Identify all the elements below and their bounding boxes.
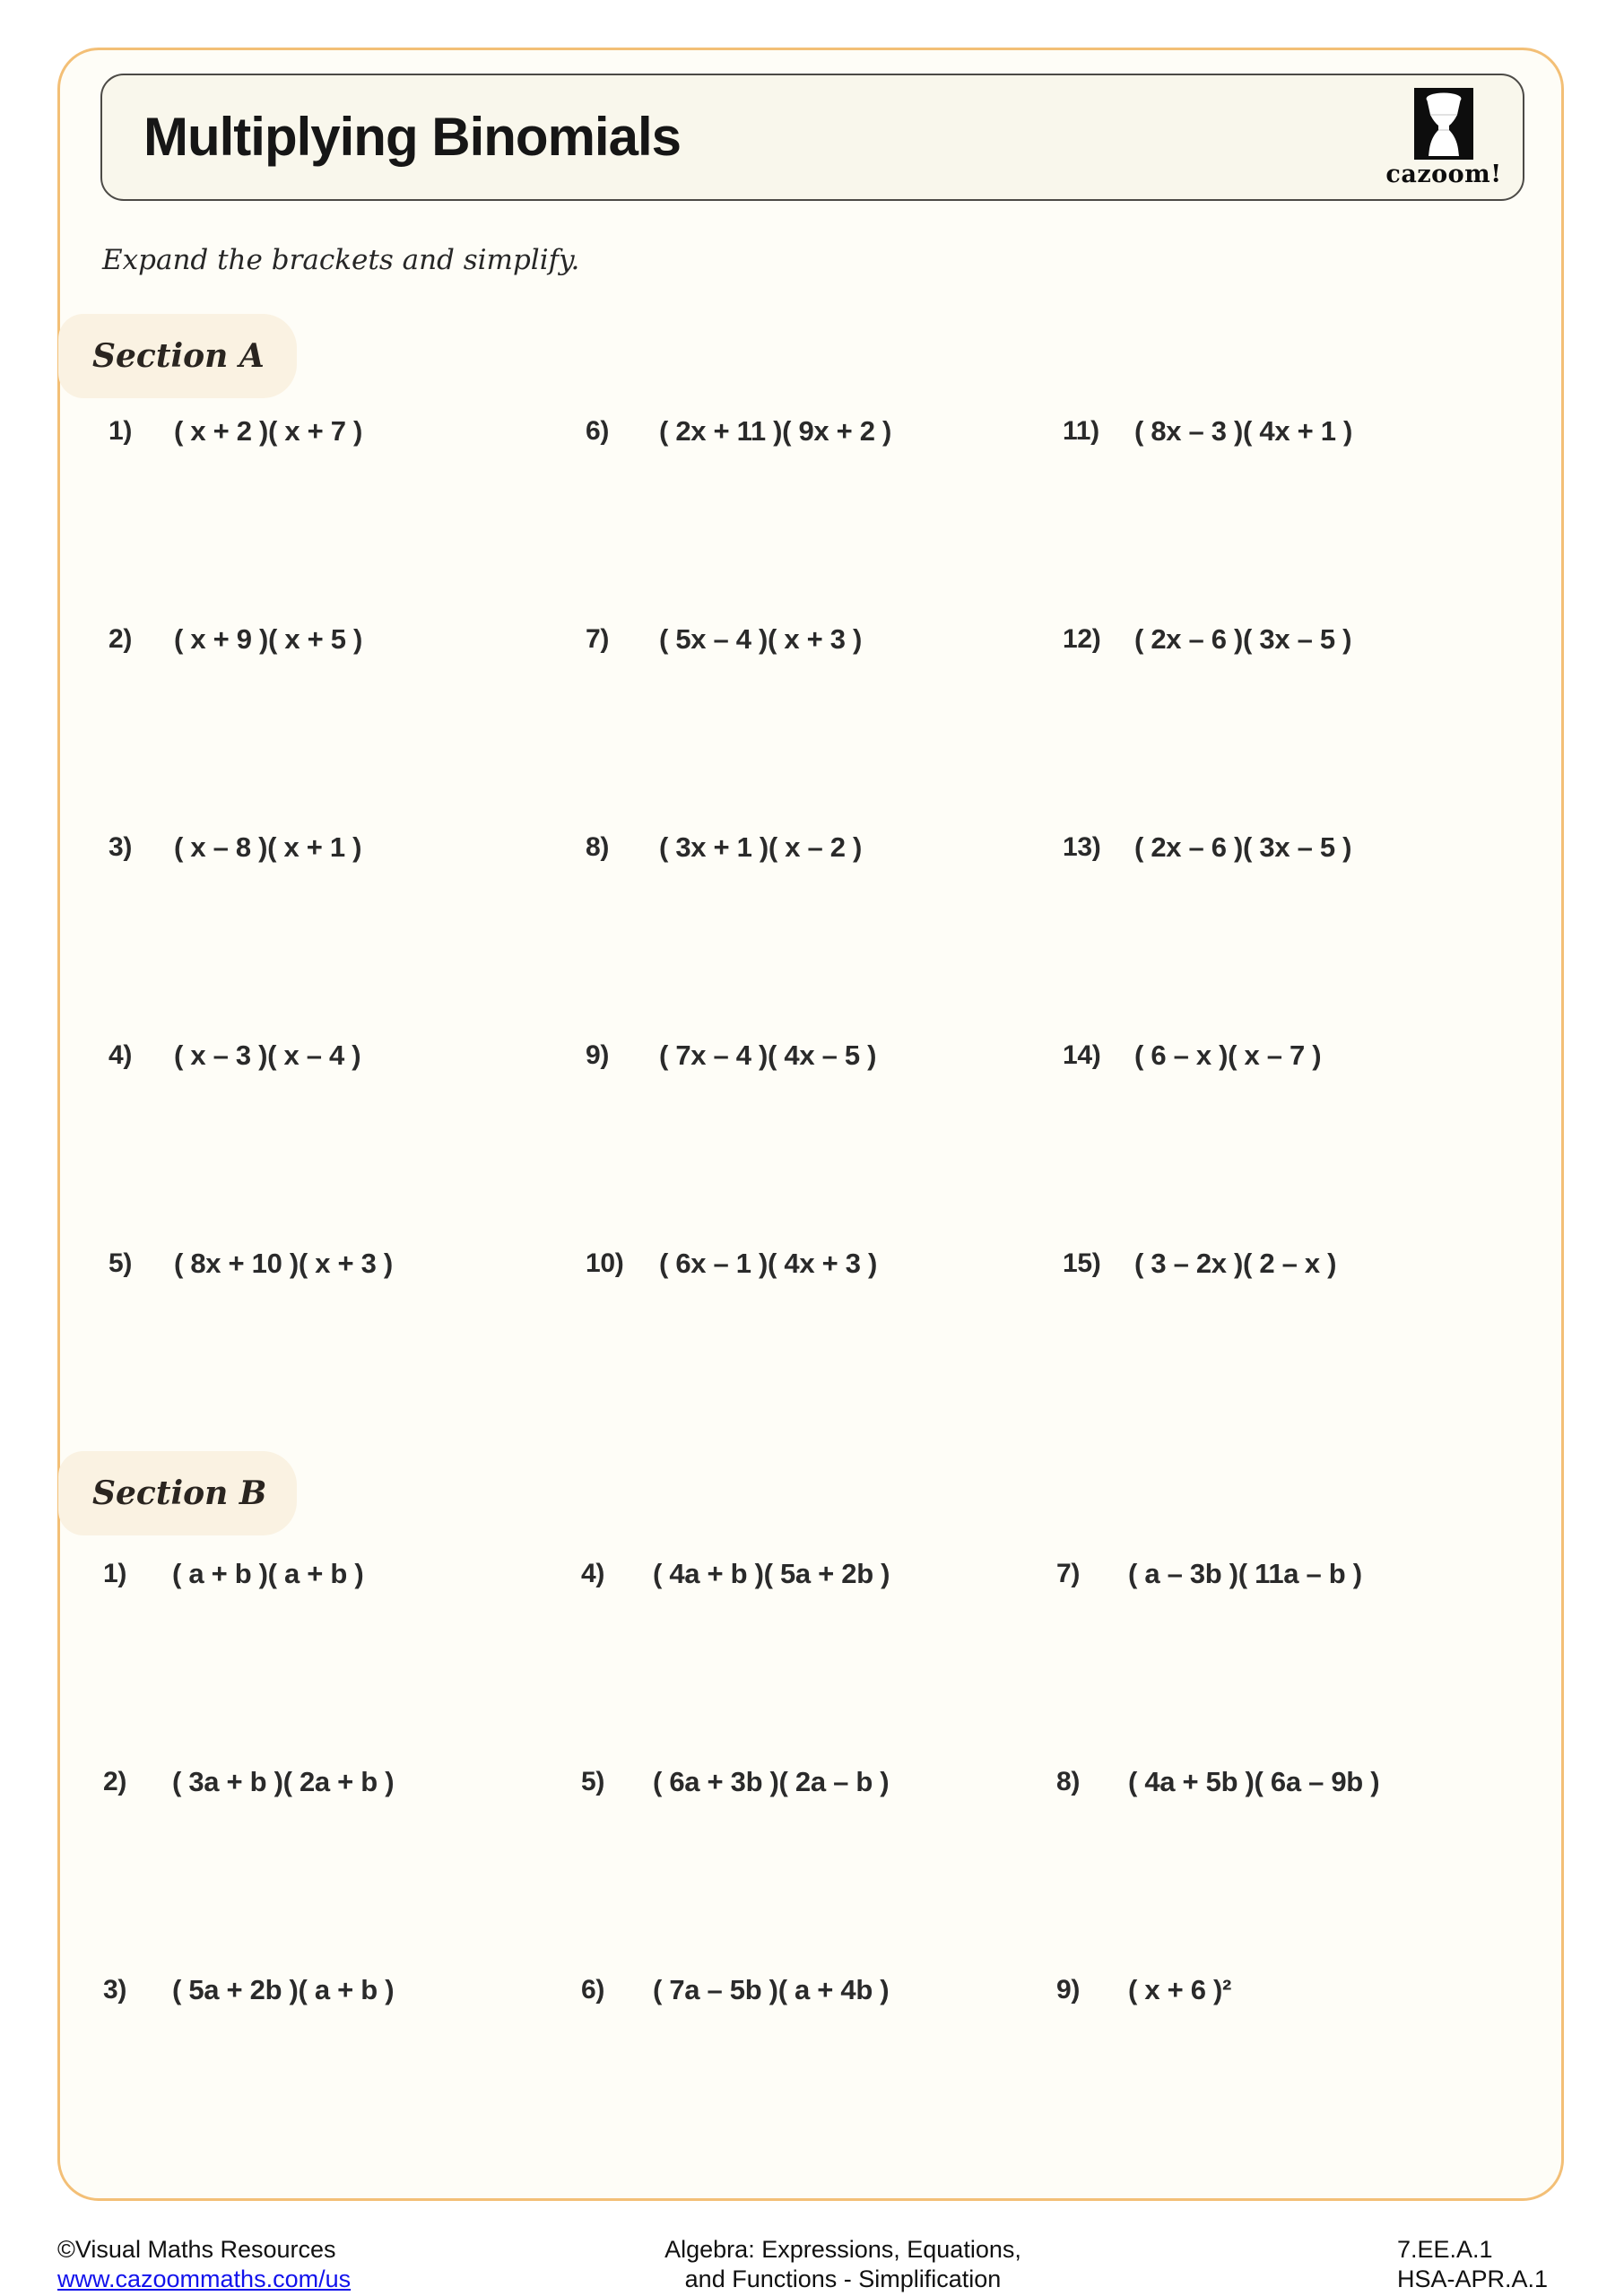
- standard-code-1: 7.EE.A.1: [1397, 2236, 1493, 2263]
- page-title: Multiplying Binomials: [143, 107, 682, 167]
- section-a-label: Section A: [92, 337, 265, 375]
- problem-expression: ( 3 – 2x )( 2 – x ): [1134, 1248, 1337, 1279]
- problem-expression: ( 8x + 10 )( x + 3 ): [174, 1248, 393, 1279]
- problem-expression: ( 2x – 6 )( 3x – 5 ): [1134, 831, 1352, 863]
- problem-number: 1): [109, 416, 133, 446]
- problem-number: 7): [586, 624, 610, 654]
- problem-expression: ( 3a + b )( 2a + b ): [172, 1766, 395, 1797]
- problem-number: 10): [586, 1248, 624, 1278]
- problem-expression: ( a – 3b )( 11a – b ): [1128, 1558, 1362, 1589]
- problem-number: 6): [581, 1975, 605, 2005]
- problem-expression: ( 8x – 3 )( 4x + 1 ): [1134, 415, 1352, 447]
- problem-expression: ( 7a – 5b )( a + 4b ): [653, 1974, 890, 2005]
- problem-expression: ( 2x – 6 )( 3x – 5 ): [1134, 623, 1352, 655]
- problem-expression: ( x – 3 )( x – 4 ): [174, 1039, 361, 1071]
- section-a-heading: [58, 314, 297, 398]
- problem-number: 8): [586, 832, 610, 862]
- problem-expression: ( 6a + 3b )( 2a – b ): [653, 1766, 890, 1797]
- problem-expression: ( 6x – 1 )( 4x + 3 ): [659, 1248, 877, 1279]
- problem-expression: ( 6 – x )( x – 7 ): [1134, 1039, 1322, 1071]
- problem-expression: ( 4a + b )( 5a + 2b ): [653, 1558, 890, 1589]
- problem-number: 11): [1063, 416, 1099, 446]
- problem-number: 5): [581, 1767, 605, 1796]
- problem-number: 15): [1063, 1248, 1101, 1278]
- problem-number: 8): [1056, 1767, 1081, 1796]
- problem-expression: ( 3x + 1 )( x – 2 ): [659, 831, 863, 863]
- topic-line-1: Algebra: Expressions, Equations,: [664, 2236, 1021, 2263]
- problem-number: 6): [586, 416, 610, 446]
- title-box: [100, 74, 1524, 201]
- problem-number: 7): [1056, 1559, 1081, 1588]
- section-b-label: Section B: [92, 1474, 267, 1512]
- problem-expression: ( 4a + 5b )( 6a – 9b ): [1128, 1766, 1380, 1797]
- cazoom-url-link[interactable]: www.cazoommaths.com/us: [57, 2266, 352, 2292]
- problem-number: 4): [109, 1040, 133, 1070]
- problem-expression: ( 5x – 4 )( x + 3 ): [659, 623, 863, 655]
- problem-expression: ( 2x + 11 )( 9x + 2 ): [659, 415, 892, 447]
- problem-number: 5): [109, 1248, 133, 1278]
- problem-expression: ( x – 8 )( x + 1 ): [174, 831, 362, 863]
- standard-code-2: HSA-APR.A.1: [1397, 2266, 1549, 2292]
- problem-expression: ( 7x – 4 )( 4x – 5 ): [659, 1039, 877, 1071]
- problem-expression: ( x + 9 )( x + 5 ): [174, 623, 362, 655]
- cazoom-logo-text: cazoom!: [1385, 161, 1502, 188]
- footer-copyright-block: [57, 2235, 351, 2294]
- copyright-text: ©Visual Maths Resources: [57, 2236, 336, 2263]
- problem-number: 12): [1063, 624, 1101, 654]
- problem-number: 3): [103, 1975, 127, 2005]
- problem-number: 2): [109, 624, 133, 654]
- problem-number: 9): [1056, 1975, 1081, 2005]
- djembe-drum-icon: [1414, 88, 1473, 160]
- problem-number: 4): [581, 1559, 605, 1588]
- problem-expression: ( a + b )( a + b ): [172, 1558, 364, 1589]
- problem-number: 9): [586, 1040, 610, 1070]
- problem-expression: ( 5a + 2b )( a + b ): [172, 1974, 395, 2005]
- topic-line-2: and Functions - Simplification: [684, 2266, 1002, 2292]
- problem-number: 14): [1063, 1040, 1101, 1070]
- problem-number: 13): [1063, 832, 1101, 862]
- footer-standards-block: [1397, 2235, 1548, 2294]
- problem-number: 2): [103, 1767, 127, 1796]
- cazoom-logo: [1381, 88, 1507, 188]
- problem-number: 1): [103, 1559, 127, 1588]
- problem-number: 3): [109, 832, 133, 862]
- instruction-text: Expand the brackets and simplify.: [102, 244, 580, 276]
- section-b-heading: [58, 1451, 297, 1535]
- problem-expression: ( x + 6 )²: [1128, 1974, 1232, 2005]
- footer-topic-block: [466, 2235, 1220, 2294]
- problem-expression: ( x + 2 )( x + 7 ): [174, 415, 362, 447]
